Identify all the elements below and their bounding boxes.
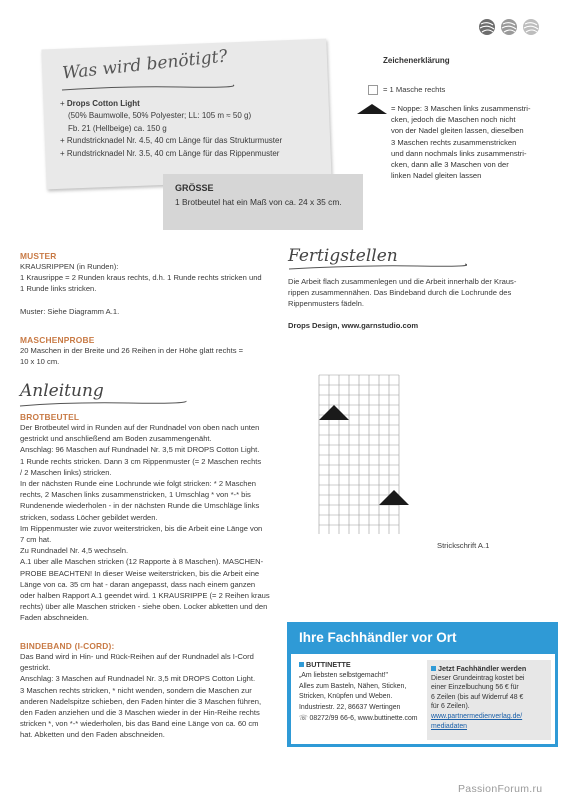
size-text: 1 Brotbeutel hat ein Maß von ca. 24 x 35 cm. bbox=[175, 197, 342, 207]
yarn-ball-icon bbox=[523, 19, 539, 35]
list-item: + Rundstricknadel Nr. 3.5, 40 cm Länge für das Rippenmuster bbox=[60, 148, 280, 158]
legend-item-bobble: = Noppe: 3 Maschen links zusammenstri- cken, jedoch die Maschen noch nicht von der Nadel gleiten lassen, dieselben 3 Maschen rechts zusammenstricken und dann nochmals links zusammenstri- cken, dann alle 3 Maschen von der linken Nadel gleiten lassen bbox=[391, 104, 531, 181]
finishing-section: Die Arbeit flach zusammenlegen und die Arbeit innerhalb der Kraus- rippen zusammennähen. Das Bindeband durch die Lochrunde des Rippenmusters fädeln. Drops Design, www.garnstudio.com bbox=[288, 276, 558, 331]
bobble-symbol-icon bbox=[319, 405, 349, 420]
yarn-composition: (50% Baumwolle, 50% Polyester; LL: 105 m ≈ 50 g) bbox=[68, 111, 252, 121]
mediadata-link[interactable]: mediadaten bbox=[431, 722, 468, 730]
bobble-symbol-icon bbox=[355, 103, 389, 115]
finishing-title: Fertigstellen bbox=[288, 246, 398, 266]
muster-section: MUSTER KRAUSRIPPEN (in Runden): 1 Krausrippe = 2 Runden kraus rechts, d.h. 1 Runde rechts stricken und 1 Runde links stricken. Muster: Siehe Diagramm A.1. bbox=[20, 251, 280, 317]
knit-stitch-symbol bbox=[368, 85, 378, 95]
materials-title: Was wird benötigt? bbox=[61, 46, 229, 84]
shop-name: BUTTINETTE bbox=[306, 660, 351, 669]
instructions-title: Anleitung bbox=[20, 381, 104, 401]
yarn-name: Drops Cotton Light bbox=[66, 99, 140, 108]
legend-item-knit: = 1 Masche rechts bbox=[383, 85, 446, 94]
muster-heading: MUSTER bbox=[20, 251, 57, 261]
dealer-ad-title: Ihre Fachhändler vor Ort bbox=[299, 630, 457, 645]
dealer-listing: BUTTINETTE „Am liebsten selbstgemacht!" Alles zum Basteln, Nähen, Sticken, Stricken, Knüpfen und Weben. Industriestr. 22, 86637 Wertingen ☏ 08272/99 66-6, www.buttinette.com bbox=[299, 660, 418, 722]
design-credit: Drops Design, www.garnstudio.com bbox=[288, 320, 419, 330]
title-underline bbox=[60, 80, 235, 94]
i-cord-section: BINDEBAND (I-CORD): Das Band wird in Hin- und Rück-Reihen auf der Rundnadel als I-Cord gestrickt. Anschlag: 3 Maschen auf Rundnadel Nr. 3,5 mit DROPS Cotton Light. 3 Maschen rechts stricken, * nicht wenden, sondern die Maschen zur anderen Nadelspitze schieben, den Faden hinter die 3 Maschen führen, den Faden anziehen und die 3 Maschen wieder in der Hin-Reihe rechts stricken *, von *-* wiederholen, bis das Band eine Länge von ca. 60 cm hat. Abketten und den Faden abschneiden. bbox=[20, 641, 280, 741]
watermark: PassionForum.ru bbox=[458, 783, 543, 795]
yarn-ball-icon bbox=[501, 19, 517, 35]
promo-text: Jetzt Fachhändler werden Dieser Grundeintrag kostet bei einer Einzelbuchung 56 € für 6 Zeilen (bis auf Widerruf 48 € für 6 Zeilen). www.partnermedienverlag.de/ mediadaten bbox=[431, 664, 527, 730]
knitting-chart bbox=[318, 374, 438, 534]
gauge-section: MASCHENPROBE 20 Maschen in der Breite und 26 Reihen in der Höhe glatt rechts = 10 x 10 cm. bbox=[20, 335, 280, 367]
chart-grid bbox=[319, 375, 399, 534]
i-cord-heading: BINDEBAND (I-CORD): bbox=[20, 641, 115, 651]
list-item: + Drops Cotton Light bbox=[60, 99, 140, 108]
bread-bag-section: BROTBEUTEL Der Brotbeutel wird in Runden auf der Rundnadel von oben nach unten gestrickt und anschließend am Boden zusammengenäht. Anschlag: 96 Maschen auf Rundnadel Nr. 3,5 mit DROPS Cotton Light. 1 Runde rechts stricken. Dann 3 cm Rippenmuster (= 2 Maschen rechts / 2 Maschen links) stricken. In der nächsten Runde eine Lochrunde wie folgt stricken: * 2 Maschen rechts, 2 Maschen links zusammenstricken, 1 Umschlag * von *-* bis Rundenende wiederholen - in der nächsten Runde die Umschläge links stricken, sodass Löcher gebildet werden. Im Rippenmuster wie zuvor weiterstricken, bis die Arbeit eine Länge von 7 cm hat. Zu Rundnadel Nr. 4,5 wechseln. A.1 über alle Maschen stricken (12 Rapporte à 8 Maschen). MASCHEN- PROBE BEACHTEN! In dieser Weise weiterstricken, bis die Arbeit eine Länge von ca. 35 cm hat - daran angepasst, dass nach einem ganzen oder halben Rapport A.1 geendet wird. 1 KRAUSRIPPE (= 2 Reihen kraus rechts) über alle Maschen stricken - siehe oben. Locker abketten und den Faden abschneiden. bbox=[20, 412, 280, 624]
bullet-square-icon bbox=[431, 666, 436, 671]
legend-title: Zeichenerklärung bbox=[383, 56, 450, 65]
bread-bag-heading: BROTBEUTEL bbox=[20, 412, 80, 422]
yarn-color: Fb. 21 (Hellbeige) ca. 150 g bbox=[68, 123, 167, 133]
title-underline bbox=[287, 259, 467, 273]
yarn-ball-icon bbox=[479, 19, 495, 35]
yarn-ball-icons bbox=[478, 17, 548, 37]
gauge-heading: MASCHENPROBE bbox=[20, 335, 95, 345]
bobble-symbol-icon bbox=[379, 490, 409, 505]
title-underline bbox=[18, 395, 188, 409]
mediadata-link[interactable]: www.partnermedienverlag.de/ bbox=[431, 712, 523, 720]
bullet-square-icon bbox=[299, 662, 304, 667]
list-item: + Rundstricknadel Nr. 4.5, 40 cm Länge für das Strukturmuster bbox=[60, 136, 283, 146]
needle-item: Rundstricknadel Nr. 4.5, 40 cm Länge für das Strukturmuster bbox=[66, 136, 283, 146]
needle-item: Rundstricknadel Nr. 3.5, 40 cm Länge für das Rippenmuster bbox=[66, 148, 280, 158]
promo-title: Jetzt Fachhändler werden bbox=[438, 664, 527, 673]
materials-list bbox=[60, 98, 330, 160]
chart-caption: Strickschrift A.1 bbox=[437, 541, 490, 550]
size-heading: GRÖSSE bbox=[175, 183, 214, 193]
